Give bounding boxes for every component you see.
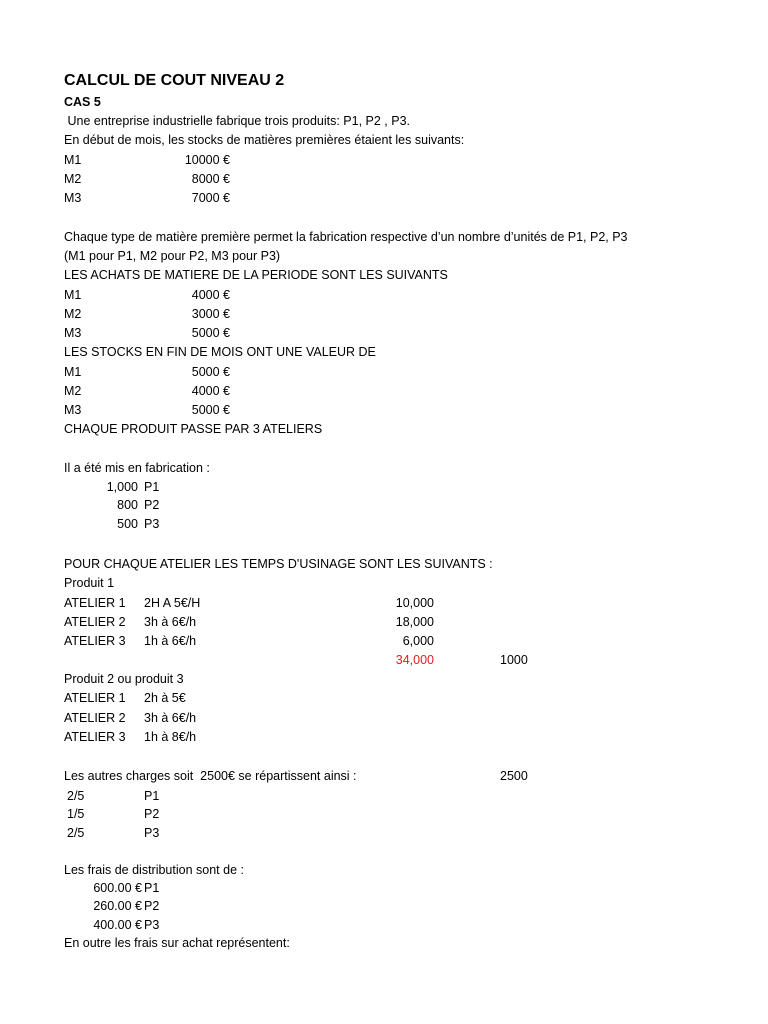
stock-final-value: 4000 € [191,384,230,398]
produit-23-label: Produit 2 ou produit 3 [64,672,184,686]
achat-label: M2 [64,307,82,321]
produit-1-total: 34,000 [395,653,434,667]
atelier-rate: 2h à 5€ [144,691,186,705]
atelier-label: ATELIER 3 [64,730,126,744]
achats-title: LES ACHATS DE MATIERE DE LA PERIODE SONT LES SUIVANTS [64,268,448,282]
distribution-value: 600.00 € [93,881,142,895]
fabrication-title: Il a été mis en fabrication : [64,461,210,475]
repartition-product: P1 [144,789,160,803]
intro-line-2: En début de mois, les stocks de matières premières étaient les suivants: [64,133,465,147]
autres-charges-text: Les autres charges soit 2500€ se répartissent ainsi : [64,769,357,783]
atelier-cost: 6,000 [402,634,434,648]
stock-final-value: 5000 € [191,365,230,379]
fabrication-product: P2 [144,498,160,512]
distribution-product: P2 [144,899,160,913]
atelier-label: ATELIER 2 [64,711,126,725]
fabrication-product: P1 [144,480,160,494]
stock-initial-value: 7000 € [191,191,230,205]
achat-value: 3000 € [191,307,230,321]
achat-label: M3 [64,326,82,340]
stock-final-label: M2 [64,384,82,398]
stock-initial-label: M2 [64,172,82,186]
produit-1-quantity: 1000 [500,653,528,667]
atelier-label: ATELIER 3 [64,634,126,648]
intro-line-1: Une entreprise industrielle fabrique trois produits: P1, P2 , P3. [64,114,411,128]
fabrication-quantity: 800 [117,498,138,512]
atelier-label: ATELIER 1 [64,596,126,610]
stock-initial-label: M1 [64,153,82,167]
atelier-label: ATELIER 2 [64,615,126,629]
stock-final-label: M3 [64,403,82,417]
stock-final-value: 5000 € [191,403,230,417]
repartition-fraction: 2/5 [67,789,85,803]
fabrication-quantity: 500 [117,517,138,531]
stock-initial-value: 10000 € [184,153,230,167]
stock-final-label: M1 [64,365,82,379]
achat-value: 5000 € [191,326,230,340]
achat-value: 4000 € [191,288,230,302]
atelier-cost: 10,000 [395,596,434,610]
fabrication-product: P3 [144,517,160,531]
atelier-rate: 1h à 8€/h [144,730,197,744]
atelier-rate: 2H A 5€/H [144,596,201,610]
frais-achat-text: En outre les frais sur achat représentent: [64,936,290,950]
distribution-value: 400.00 € [93,918,142,932]
atelier-rate: 3h à 6€/h [144,711,197,725]
atelier-rate: 3h à 6€/h [144,615,197,629]
distribution-product: P3 [144,918,160,932]
stock-final-title: LES STOCKS EN FIN DE MOIS ONT UNE VALEUR DE [64,345,376,359]
autres-charges-value: 2500 [500,769,528,783]
case-label: CAS 5 [64,95,101,109]
repartition-fraction: 2/5 [67,826,85,840]
stock-initial-label: M3 [64,191,82,205]
paragraph-type-1: Chaque type de matière première permet la fabrication respective d’un nombre d’unités de P1, P2, P3 [64,230,628,244]
stock-initial-value: 8000 € [191,172,230,186]
document-title: CALCUL DE COUT NIVEAU 2 [64,72,285,89]
ateliers-note: CHAQUE PRODUIT PASSE PAR 3 ATELIERS [64,422,323,436]
repartition-product: P2 [144,807,160,821]
distribution-product: P1 [144,881,160,895]
atelier-cost: 18,000 [395,615,434,629]
produit-1-label: Produit 1 [64,576,115,590]
fabrication-quantity: 1,000 [106,480,138,494]
distribution-title: Les frais de distribution sont de : [64,863,244,877]
atelier-label: ATELIER 1 [64,691,126,705]
distribution-value: 260.00 € [93,899,142,913]
achat-label: M1 [64,288,82,302]
repartition-fraction: 1/5 [67,807,85,821]
atelier-rate: 1h à 6€/h [144,634,197,648]
usinage-title: POUR CHAQUE ATELIER LES TEMPS D'USINAGE SONT LES SUIVANTS : [64,557,493,571]
paragraph-type-2: (M1 pour P1, M2 pour P2, M3 pour P3) [64,249,281,263]
repartition-product: P3 [144,826,160,840]
